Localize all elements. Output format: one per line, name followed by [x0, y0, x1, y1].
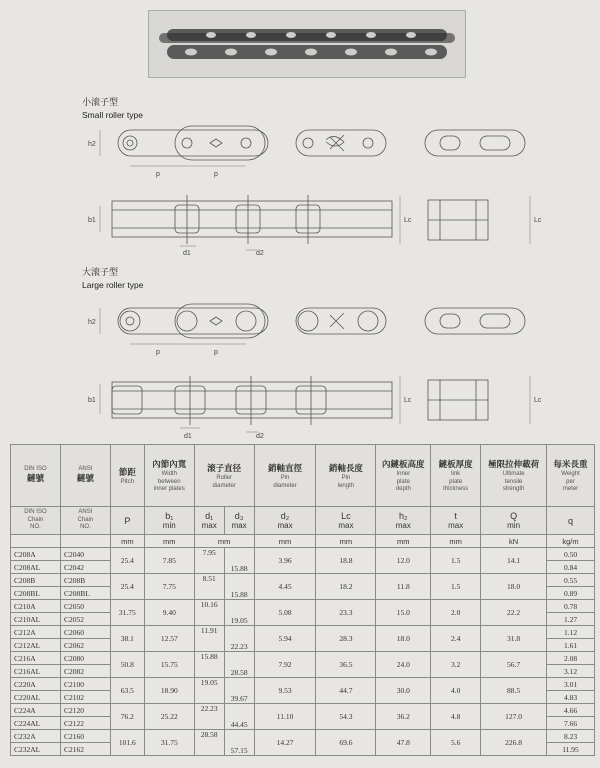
dim-lc-large-end: Lc: [534, 397, 542, 404]
pin-diameter-value: 5.08: [254, 600, 316, 626]
plate-height-value: 24.0: [376, 652, 431, 678]
dim-d2-small: d2: [256, 250, 264, 257]
header-plate-thickness: 鏈板厚度 link plate thickness: [431, 445, 481, 507]
din-chain-no: C208BL: [11, 587, 61, 600]
plate-height-value: 12.0: [376, 548, 431, 574]
ansi-chain-no: C2060: [60, 626, 110, 639]
din-chain-no: C216A: [11, 652, 61, 665]
unit-b1: mm: [144, 535, 194, 548]
pin-diameter-value: 14.27: [254, 730, 316, 756]
weight-value: 4.83: [547, 691, 595, 704]
din-chain-no: C232A: [11, 730, 61, 743]
width-value: 31.75: [144, 730, 194, 756]
din-chain-no: C224A: [11, 704, 61, 717]
ansi-chain-no: C2162: [60, 743, 110, 756]
large-roller-caption-zh: 大滚子型: [82, 268, 119, 278]
din-chain-no: C220A: [11, 678, 61, 691]
dim-p-small-1: p: [156, 171, 160, 178]
din-chain-no: C210A: [11, 600, 61, 613]
plate-thickness-value: 4.8: [431, 704, 481, 730]
tensile-value: 127.0: [481, 704, 547, 730]
ansi-chain-no: C2122: [60, 717, 110, 730]
ansi-chain-no: C2082: [60, 665, 110, 678]
plate-height-value: 36.2: [376, 704, 431, 730]
din-chain-no: C210AL: [11, 613, 61, 626]
plate-height-value: 15.0: [376, 600, 431, 626]
header-ansi-chain: ANSI Chain NO.: [60, 507, 110, 535]
unit-weight: kg/m: [547, 535, 595, 548]
plate-thickness-value: 2.4: [431, 626, 481, 652]
weight-value: 0.55: [547, 574, 595, 587]
roller-d1-value: 15.88: [194, 652, 224, 678]
roller-d1-value: 7.95: [194, 548, 224, 574]
din-chain-no: C212A: [11, 626, 61, 639]
din-chain-no: C208A: [11, 548, 61, 561]
roller-d3-value: 19.05: [224, 600, 254, 626]
roller-d1-value: 11.91: [194, 626, 224, 652]
header-tensile: 極限拉伸載荷 Ultimate tensile strength: [481, 445, 547, 507]
small-roller-caption-zh: 小滚子型: [82, 98, 119, 108]
table-row: [11, 626, 595, 639]
plate-height-value: 47.8: [376, 730, 431, 756]
symbol-d3: d₃ max: [224, 507, 254, 535]
unit-roller: mm: [194, 535, 254, 548]
roller-d1-value: 28.58: [194, 730, 224, 756]
ansi-chain-no: C2050: [60, 600, 110, 613]
width-value: 15.75: [144, 652, 194, 678]
symbol-d1: d₁ max: [194, 507, 224, 535]
dim-p-small-2: p: [214, 171, 218, 178]
ansi-chain-no: C2042: [60, 561, 110, 574]
pin-diameter-value: 9.53: [254, 678, 316, 704]
width-value: 7.75: [144, 574, 194, 600]
table-row: [11, 548, 595, 561]
width-value: 18.90: [144, 678, 194, 704]
header-pin-length: 銷軸長度 Pin length: [316, 445, 376, 507]
width-value: 25.22: [144, 704, 194, 730]
ansi-chain-no: C208B: [60, 574, 110, 587]
dim-d1-small: d1: [183, 250, 191, 257]
din-chain-no: C208B: [11, 574, 61, 587]
plate-thickness-value: 1.5: [431, 548, 481, 574]
header-weight: 每米長重 Weight per meter: [547, 445, 595, 507]
ansi-chain-no: C2052: [60, 613, 110, 626]
din-chain-no: C212AL: [11, 639, 61, 652]
tensile-value: 88.5: [481, 678, 547, 704]
pin-length-value: 28.3: [316, 626, 376, 652]
dim-lc-small-end: Lc: [534, 217, 542, 224]
table-row: [11, 704, 595, 717]
plate-height-value: 30.0: [376, 678, 431, 704]
table-row: [11, 600, 595, 613]
header-ansi: ANSI 鏈號: [60, 445, 110, 507]
header-roller: 滚子直径 Roller diameter: [194, 445, 254, 507]
pin-diameter-value: 11.10: [254, 704, 316, 730]
pin-diameter-value: 7.92: [254, 652, 316, 678]
weight-value: 0.50: [547, 548, 595, 561]
symbol-d2: d₂ max: [254, 507, 316, 535]
plate-thickness-value: 5.6: [431, 730, 481, 756]
ansi-chain-no: C2102: [60, 691, 110, 704]
small-roller-caption-en: Small roller type: [82, 110, 143, 120]
unit-q: kN: [481, 535, 547, 548]
tensile-value: 56.7: [481, 652, 547, 678]
pitch-value: 50.8: [110, 652, 144, 678]
roller-d3-value: 57.15: [224, 730, 254, 756]
weight-value: 3.01: [547, 678, 595, 691]
ansi-chain-no: C2100: [60, 678, 110, 691]
weight-value: 3.12: [547, 665, 595, 678]
weight-value: 1.61: [547, 639, 595, 652]
roller-d3-value: 44.45: [224, 704, 254, 730]
symbol-weight-q: q: [547, 507, 595, 535]
din-chain-no: C216AL: [11, 665, 61, 678]
table-row: [11, 574, 595, 587]
pin-diameter-value: 5.94: [254, 626, 316, 652]
pin-length-value: 18.2: [316, 574, 376, 600]
plate-thickness-value: 1.5: [431, 574, 481, 600]
pitch-value: 38.1: [110, 626, 144, 652]
roller-d1-value: 22.23: [194, 704, 224, 730]
plate-thickness-value: 3.2: [431, 652, 481, 678]
table-row: [11, 730, 595, 743]
roller-d1-value: 8.51: [194, 574, 224, 600]
tensile-value: 226.8: [481, 730, 547, 756]
roller-d3-value: 28.58: [224, 652, 254, 678]
width-value: 9.40: [144, 600, 194, 626]
unit-h2: mm: [376, 535, 431, 548]
header-din: DIN ISO 鏈號: [11, 445, 61, 507]
large-roller-caption-en: Large roller type: [82, 280, 144, 290]
dim-h2-small: h2: [88, 141, 96, 148]
width-value: 7.85: [144, 548, 194, 574]
weight-value: 0.78: [547, 600, 595, 613]
dim-p-large-1: p: [156, 349, 160, 356]
unit-p: mm: [110, 535, 144, 548]
symbol-p: P: [110, 507, 144, 535]
header-pitch: 節距 Pitch: [110, 445, 144, 507]
din-chain-no: C208AL: [11, 561, 61, 574]
weight-value: 0.89: [547, 587, 595, 600]
weight-value: 11.95: [547, 743, 595, 756]
pin-diameter-value: 3.96: [254, 548, 316, 574]
dim-d2-large: d2: [256, 433, 264, 440]
dim-lc-small-plan: Lc: [404, 217, 412, 224]
ansi-chain-no: C208BL: [60, 587, 110, 600]
weight-value: 8.23: [547, 730, 595, 743]
pin-length-value: 18.8: [316, 548, 376, 574]
weight-value: 1.12: [547, 626, 595, 639]
symbol-lc: Lc max: [316, 507, 376, 535]
din-chain-no: C224AL: [11, 717, 61, 730]
ansi-chain-no: C2120: [60, 704, 110, 717]
roller-d3-value: 15.88: [224, 548, 254, 574]
ansi-chain-no: C2160: [60, 730, 110, 743]
pin-diameter-value: 4.45: [254, 574, 316, 600]
symbol-h2: h₂ max: [376, 507, 431, 535]
dim-b1-large: b1: [88, 397, 96, 404]
roller-d3-value: 39.67: [224, 678, 254, 704]
plate-height-value: 18.0: [376, 626, 431, 652]
pitch-value: 76.2: [110, 704, 144, 730]
chain-spec-table: [10, 444, 595, 756]
tensile-value: 18.0: [481, 574, 547, 600]
plate-thickness-value: 4.0: [431, 678, 481, 704]
ansi-chain-no: C2062: [60, 639, 110, 652]
plate-thickness-value: 2.0: [431, 600, 481, 626]
tensile-value: 31.8: [481, 626, 547, 652]
dim-lc-large-plan: Lc: [404, 397, 412, 404]
symbol-t: t max: [431, 507, 481, 535]
dim-b1-small: b1: [88, 217, 96, 224]
symbol-q: Q min: [481, 507, 547, 535]
dim-d1-large: d1: [184, 433, 192, 440]
pin-length-value: 36.5: [316, 652, 376, 678]
pin-length-value: 23.3: [316, 600, 376, 626]
header-plate-height: 內鏈板高度 Inner plate depth: [376, 445, 431, 507]
weight-value: 2.08: [547, 652, 595, 665]
unit-d2: mm: [254, 535, 316, 548]
pin-length-value: 44.7: [316, 678, 376, 704]
pitch-value: 31.75: [110, 600, 144, 626]
weight-value: 7.66: [547, 717, 595, 730]
symbol-b1: b₁ min: [144, 507, 194, 535]
pin-length-value: 69.6: [316, 730, 376, 756]
table-row: [11, 652, 595, 665]
plate-height-value: 11.8: [376, 574, 431, 600]
ansi-chain-no: C2040: [60, 548, 110, 561]
tensile-value: 14.1: [481, 548, 547, 574]
ansi-chain-no: C2080: [60, 652, 110, 665]
tensile-value: 22.2: [481, 600, 547, 626]
din-chain-no: C232AL: [11, 743, 61, 756]
unit-t: mm: [431, 535, 481, 548]
pitch-value: 25.4: [110, 548, 144, 574]
roller-d3-value: 22.23: [224, 626, 254, 652]
roller-d3-value: 15.88: [224, 574, 254, 600]
header-width: 內節內寬 Width between inner plates: [144, 445, 194, 507]
din-chain-no: C220AL: [11, 691, 61, 704]
weight-value: 4.66: [547, 704, 595, 717]
pin-length-value: 54.3: [316, 704, 376, 730]
pitch-value: 101.6: [110, 730, 144, 756]
dim-p-large-2: p: [214, 349, 218, 356]
width-value: 12.57: [144, 626, 194, 652]
weight-value: 1.27: [547, 613, 595, 626]
dim-h2-large: h2: [88, 319, 96, 326]
roller-d1-value: 10.16: [194, 600, 224, 626]
pitch-value: 25.4: [110, 574, 144, 600]
pitch-value: 63.5: [110, 678, 144, 704]
roller-d1-value: 19.05: [194, 678, 224, 704]
unit-lc: mm: [316, 535, 376, 548]
table-row: [11, 678, 595, 691]
header-din-chain: DIN ISO Chain NO.: [11, 507, 61, 535]
header-pin: 銷軸直徑 Pin diameter: [254, 445, 316, 507]
weight-value: 0.84: [547, 561, 595, 574]
